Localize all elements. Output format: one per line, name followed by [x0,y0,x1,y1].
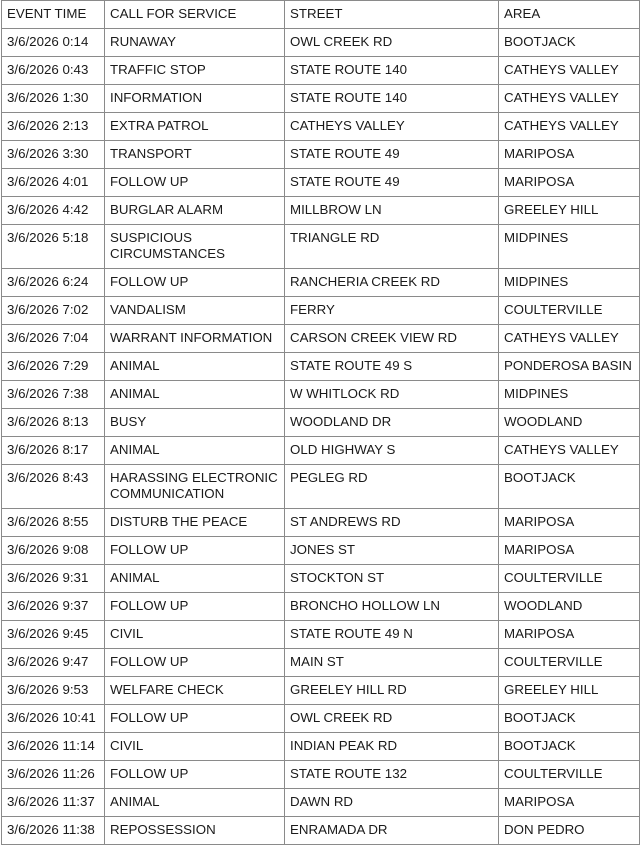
street-cell: STATE ROUTE 140 [285,57,499,85]
event-time-cell: 3/6/2026 8:13 [2,409,105,437]
table-row [2,85,640,113]
area-cell: DON PEDRO [499,817,640,845]
street-cell: BRONCHO HOLLOW LN [285,593,499,621]
event-time-cell: 3/6/2026 5:18 [2,225,105,269]
header-area: AREA [499,1,640,29]
table-row [2,113,640,141]
table-row [2,269,640,297]
area-cell: MIDPINES [499,269,640,297]
call-for-service-cell: ANIMAL [105,353,285,381]
table-row [2,789,640,817]
street-cell: MAIN ST [285,649,499,677]
area-cell: WOODLAND [499,409,640,437]
street-cell: OLD HIGHWAY S [285,437,499,465]
call-for-service-cell: EXTRA PATROL [105,113,285,141]
table-row [2,621,640,649]
call-for-service-cell: DISTURB THE PEACE [105,509,285,537]
call-log-body [2,1,640,845]
call-for-service-cell: BURGLAR ALARM [105,197,285,225]
area-cell: MARIPOSA [499,141,640,169]
call-log-table [1,0,640,845]
header-call-for-service: CALL FOR SERVICE [105,1,285,29]
event-time-cell: 3/6/2026 7:04 [2,325,105,353]
street-cell: WOODLAND DR [285,409,499,437]
table-row [2,197,640,225]
call-for-service-cell: CIVIL [105,733,285,761]
area-cell: MIDPINES [499,381,640,409]
event-time-cell: 3/6/2026 4:42 [2,197,105,225]
event-time-cell: 3/6/2026 2:13 [2,113,105,141]
call-for-service-cell: FOLLOW UP [105,761,285,789]
event-time-cell: 3/6/2026 11:14 [2,733,105,761]
table-row [2,325,640,353]
table-row [2,761,640,789]
table-row [2,537,640,565]
event-time-cell: 3/6/2026 7:29 [2,353,105,381]
header-event-time: EVENT TIME [2,1,105,29]
call-for-service-cell: FOLLOW UP [105,269,285,297]
event-time-cell: 3/6/2026 0:14 [2,29,105,57]
table-row [2,817,640,845]
event-time-cell: 3/6/2026 6:24 [2,269,105,297]
header-row [2,1,640,29]
table-row [2,353,640,381]
street-cell: STATE ROUTE 132 [285,761,499,789]
street-cell: W WHITLOCK RD [285,381,499,409]
call-for-service-cell: INFORMATION [105,85,285,113]
street-cell: STATE ROUTE 49 N [285,621,499,649]
table-row [2,437,640,465]
call-for-service-cell: WELFARE CHECK [105,677,285,705]
area-cell: BOOTJACK [499,705,640,733]
call-for-service-cell: ANIMAL [105,437,285,465]
table-row [2,225,640,269]
street-cell: STATE ROUTE 49 [285,169,499,197]
call-for-service-cell: FOLLOW UP [105,537,285,565]
event-time-cell: 3/6/2026 7:02 [2,297,105,325]
event-time-cell: 3/6/2026 10:41 [2,705,105,733]
table-row [2,593,640,621]
call-for-service-cell: REPOSSESSION [105,817,285,845]
call-for-service-cell: RUNAWAY [105,29,285,57]
call-for-service-cell: ANIMAL [105,789,285,817]
area-cell: COULTERVILLE [499,297,640,325]
table-row [2,169,640,197]
street-cell: ENRAMADA DR [285,817,499,845]
area-cell: BOOTJACK [499,733,640,761]
street-cell: CATHEYS VALLEY [285,113,499,141]
event-time-cell: 3/6/2026 9:45 [2,621,105,649]
street-cell: JONES ST [285,537,499,565]
call-for-service-cell: FOLLOW UP [105,649,285,677]
area-cell: MARIPOSA [499,789,640,817]
event-time-cell: 3/6/2026 11:26 [2,761,105,789]
call-for-service-cell: ANIMAL [105,565,285,593]
call-for-service-cell: FOLLOW UP [105,705,285,733]
area-cell: CATHEYS VALLEY [499,57,640,85]
area-cell: COULTERVILLE [499,761,640,789]
area-cell: MARIPOSA [499,621,640,649]
table-row [2,733,640,761]
area-cell: MARIPOSA [499,537,640,565]
event-time-cell: 3/6/2026 3:30 [2,141,105,169]
call-for-service-cell: FOLLOW UP [105,593,285,621]
event-time-cell: 3/6/2026 8:55 [2,509,105,537]
call-for-service-cell: FOLLOW UP [105,169,285,197]
table-row [2,509,640,537]
table-row [2,29,640,57]
event-time-cell: 3/6/2026 9:47 [2,649,105,677]
event-time-cell: 3/6/2026 11:38 [2,817,105,845]
area-cell: CATHEYS VALLEY [499,325,640,353]
area-cell: MARIPOSA [499,169,640,197]
area-cell: GREELEY HILL [499,197,640,225]
area-cell: BOOTJACK [499,465,640,509]
street-cell: RANCHERIA CREEK RD [285,269,499,297]
call-for-service-cell: ANIMAL [105,381,285,409]
event-time-cell: 3/6/2026 9:53 [2,677,105,705]
area-cell: GREELEY HILL [499,677,640,705]
street-cell: OWL CREEK RD [285,705,499,733]
table-row [2,649,640,677]
event-time-cell: 3/6/2026 9:08 [2,537,105,565]
table-row [2,409,640,437]
street-cell: STATE ROUTE 49 [285,141,499,169]
street-cell: CARSON CREEK VIEW RD [285,325,499,353]
header-street: STREET [285,1,499,29]
call-for-service-cell: WARRANT INFORMATION [105,325,285,353]
table-row [2,705,640,733]
call-for-service-cell: HARASSING ELECTRONIC COMMUNICATION [105,465,285,509]
event-time-cell: 3/6/2026 9:37 [2,593,105,621]
area-cell: CATHEYS VALLEY [499,437,640,465]
call-for-service-cell: TRAFFIC STOP [105,57,285,85]
street-cell: FERRY [285,297,499,325]
call-for-service-cell: VANDALISM [105,297,285,325]
area-cell: CATHEYS VALLEY [499,113,640,141]
table-row [2,57,640,85]
street-cell: STATE ROUTE 140 [285,85,499,113]
event-time-cell: 3/6/2026 11:37 [2,789,105,817]
call-for-service-cell: CIVIL [105,621,285,649]
call-for-service-cell: TRANSPORT [105,141,285,169]
area-cell: COULTERVILLE [499,565,640,593]
call-for-service-cell: BUSY [105,409,285,437]
table-row [2,677,640,705]
table-row [2,141,640,169]
street-cell: STATE ROUTE 49 S [285,353,499,381]
street-cell: STOCKTON ST [285,565,499,593]
area-cell: MIDPINES [499,225,640,269]
street-cell: PEGLEG RD [285,465,499,509]
call-for-service-cell: SUSPICIOUS CIRCUMSTANCES [105,225,285,269]
event-time-cell: 3/6/2026 4:01 [2,169,105,197]
street-cell: MILLBROW LN [285,197,499,225]
street-cell: DAWN RD [285,789,499,817]
event-time-cell: 3/6/2026 7:38 [2,381,105,409]
event-time-cell: 3/6/2026 8:43 [2,465,105,509]
street-cell: ST ANDREWS RD [285,509,499,537]
event-time-cell: 3/6/2026 8:17 [2,437,105,465]
table-row [2,381,640,409]
area-cell: WOODLAND [499,593,640,621]
street-cell: GREELEY HILL RD [285,677,499,705]
area-cell: CATHEYS VALLEY [499,85,640,113]
table-row [2,465,640,509]
street-cell: TRIANGLE RD [285,225,499,269]
table-row [2,297,640,325]
area-cell: PONDEROSA BASIN [499,353,640,381]
street-cell: OWL CREEK RD [285,29,499,57]
area-cell: BOOTJACK [499,29,640,57]
area-cell: MARIPOSA [499,509,640,537]
event-time-cell: 3/6/2026 0:43 [2,57,105,85]
event-time-cell: 3/6/2026 1:30 [2,85,105,113]
area-cell: COULTERVILLE [499,649,640,677]
street-cell: INDIAN PEAK RD [285,733,499,761]
event-time-cell: 3/6/2026 9:31 [2,565,105,593]
table-row [2,565,640,593]
